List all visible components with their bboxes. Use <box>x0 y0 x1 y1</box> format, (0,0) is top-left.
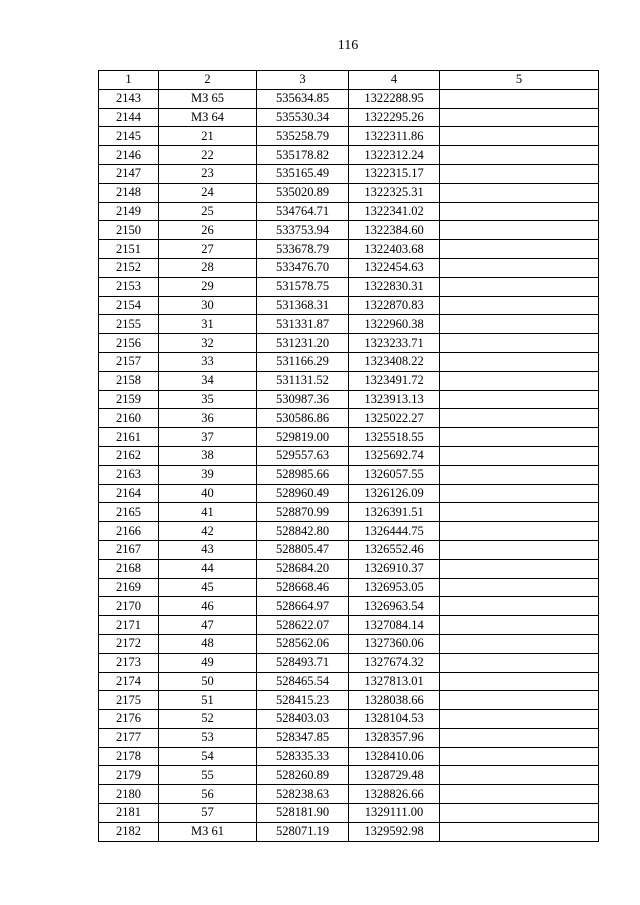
table-row <box>99 653 599 672</box>
table-row <box>99 804 599 823</box>
table-cell: 528668.46 <box>257 578 349 597</box>
table-cell <box>440 766 599 785</box>
table-cell: 32 <box>159 334 257 353</box>
table-cell: 2152 <box>99 258 159 277</box>
table-row <box>99 371 599 390</box>
table-cell: 2179 <box>99 766 159 785</box>
table-cell: 1326953.05 <box>349 578 440 597</box>
table-cell <box>440 315 599 334</box>
table-cell: 2181 <box>99 804 159 823</box>
table-row <box>99 277 599 296</box>
table-cell: 1327084.14 <box>349 616 440 635</box>
table-cell: 2160 <box>99 409 159 428</box>
table-cell: 22 <box>159 146 257 165</box>
table-cell: 47 <box>159 616 257 635</box>
table-cell: 528622.07 <box>257 616 349 635</box>
table-cell: 39 <box>159 465 257 484</box>
table-cell: 1326963.54 <box>349 597 440 616</box>
table-cell <box>440 390 599 409</box>
table-cell: 531131.52 <box>257 371 349 390</box>
column-header: 4 <box>349 71 440 90</box>
table-row <box>99 616 599 635</box>
table-cell: 46 <box>159 597 257 616</box>
column-header: 1 <box>99 71 159 90</box>
table-cell: 1329111.00 <box>349 804 440 823</box>
table-cell: 2175 <box>99 691 159 710</box>
table-cell: 1322384.60 <box>349 221 440 240</box>
table-cell: 1323408.22 <box>349 352 440 371</box>
table-cell: 533678.79 <box>257 240 349 259</box>
table-cell: 1322295.26 <box>349 108 440 127</box>
table-cell <box>440 465 599 484</box>
table-header-row <box>99 71 599 90</box>
table-cell <box>440 127 599 146</box>
table-row <box>99 822 599 841</box>
table-cell <box>440 334 599 353</box>
table-row <box>99 785 599 804</box>
table-cell: 1322341.02 <box>349 202 440 221</box>
table-cell: 1322403.68 <box>349 240 440 259</box>
table-row <box>99 747 599 766</box>
table-cell: 1325022.27 <box>349 409 440 428</box>
table-row <box>99 522 599 541</box>
table-row <box>99 503 599 522</box>
table-row <box>99 183 599 202</box>
table-row <box>99 484 599 503</box>
table-row <box>99 710 599 729</box>
table-cell: МЗ 64 <box>159 108 257 127</box>
table-cell: 2157 <box>99 352 159 371</box>
table-cell: 1326444.75 <box>349 522 440 541</box>
table-cell: 531331.87 <box>257 315 349 334</box>
table-cell: 1328729.48 <box>349 766 440 785</box>
table-cell: 56 <box>159 785 257 804</box>
table-cell <box>440 822 599 841</box>
table-cell <box>440 108 599 127</box>
table-cell: 2165 <box>99 503 159 522</box>
table-cell: 2154 <box>99 296 159 315</box>
table-cell: 535258.79 <box>257 127 349 146</box>
table-cell <box>440 804 599 823</box>
table-cell: 51 <box>159 691 257 710</box>
table-cell: 2168 <box>99 559 159 578</box>
table-cell: 2146 <box>99 146 159 165</box>
table-cell: 38 <box>159 446 257 465</box>
table-cell: 52 <box>159 710 257 729</box>
table-cell: 2150 <box>99 221 159 240</box>
table-cell: 28 <box>159 258 257 277</box>
table-cell: 2178 <box>99 747 159 766</box>
table-cell: 1323491.72 <box>349 371 440 390</box>
table-cell <box>440 202 599 221</box>
table-cell: 528985.66 <box>257 465 349 484</box>
table-cell <box>440 371 599 390</box>
table-cell <box>440 691 599 710</box>
table-cell: 528071.19 <box>257 822 349 841</box>
table-row <box>99 634 599 653</box>
table-cell: 2172 <box>99 634 159 653</box>
table-cell: 1322960.38 <box>349 315 440 334</box>
table-cell <box>440 446 599 465</box>
table-cell: 57 <box>159 804 257 823</box>
table-cell: 1328038.66 <box>349 691 440 710</box>
table-cell: 36 <box>159 409 257 428</box>
table-cell: 2171 <box>99 616 159 635</box>
table-cell: 50 <box>159 672 257 691</box>
table-cell: 531166.29 <box>257 352 349 371</box>
table-cell <box>440 522 599 541</box>
table-cell: 535634.85 <box>257 89 349 108</box>
table-cell: 1323913.13 <box>349 390 440 409</box>
column-header: 5 <box>440 71 599 90</box>
table-cell: 2176 <box>99 710 159 729</box>
table-cell: 2174 <box>99 672 159 691</box>
table-cell: 44 <box>159 559 257 578</box>
table-cell: 529819.00 <box>257 428 349 447</box>
table-cell: 528403.03 <box>257 710 349 729</box>
table-cell <box>440 352 599 371</box>
table-cell <box>440 785 599 804</box>
table-cell: 45 <box>159 578 257 597</box>
table-cell: 37 <box>159 428 257 447</box>
table-cell: 1322325.31 <box>349 183 440 202</box>
table-cell <box>440 597 599 616</box>
table-cell: 1322311.86 <box>349 127 440 146</box>
table-cell: 1326910.37 <box>349 559 440 578</box>
table-row <box>99 296 599 315</box>
table-cell <box>440 710 599 729</box>
table-cell: 1325518.55 <box>349 428 440 447</box>
table-row <box>99 164 599 183</box>
table-cell: 528684.20 <box>257 559 349 578</box>
table-cell: 1328357.96 <box>349 728 440 747</box>
column-header: 3 <box>257 71 349 90</box>
table-row <box>99 146 599 165</box>
table-row <box>99 334 599 353</box>
table-cell: 2161 <box>99 428 159 447</box>
table-cell: 29 <box>159 277 257 296</box>
table-row <box>99 465 599 484</box>
table-cell: 1326126.09 <box>349 484 440 503</box>
table-row <box>99 258 599 277</box>
table-cell: 528465.54 <box>257 672 349 691</box>
table-cell <box>440 484 599 503</box>
table-row <box>99 108 599 127</box>
table-row <box>99 127 599 146</box>
table-row <box>99 672 599 691</box>
table-cell: 54 <box>159 747 257 766</box>
table-cell: 2158 <box>99 371 159 390</box>
table-cell: 1323233.71 <box>349 334 440 353</box>
table-cell: 533753.94 <box>257 221 349 240</box>
table-cell: 34 <box>159 371 257 390</box>
table-cell: 528664.97 <box>257 597 349 616</box>
table-row <box>99 766 599 785</box>
table-cell: 2182 <box>99 822 159 841</box>
table-cell: 1326552.46 <box>349 540 440 559</box>
table-row <box>99 597 599 616</box>
table-cell: 2162 <box>99 446 159 465</box>
table-cell: 2155 <box>99 315 159 334</box>
table-row <box>99 578 599 597</box>
table-cell: 2159 <box>99 390 159 409</box>
table-cell: 26 <box>159 221 257 240</box>
table-cell: 2149 <box>99 202 159 221</box>
table-cell <box>440 240 599 259</box>
table-cell: 2166 <box>99 522 159 541</box>
table-cell <box>440 164 599 183</box>
table-cell: 35 <box>159 390 257 409</box>
table-cell: 25 <box>159 202 257 221</box>
table-cell: 40 <box>159 484 257 503</box>
table-cell: 529557.63 <box>257 446 349 465</box>
table-cell: 528493.71 <box>257 653 349 672</box>
table-cell <box>440 634 599 653</box>
table-cell: 1327674.32 <box>349 653 440 672</box>
table-cell: 2170 <box>99 597 159 616</box>
table-cell <box>440 183 599 202</box>
table-cell: 535020.89 <box>257 183 349 202</box>
table-cell: 2167 <box>99 540 159 559</box>
table-cell: 1322312.24 <box>349 146 440 165</box>
table-cell: 53 <box>159 728 257 747</box>
table-cell <box>440 258 599 277</box>
table-cell: 1328104.53 <box>349 710 440 729</box>
table-cell: 535530.34 <box>257 108 349 127</box>
table-cell: 530987.36 <box>257 390 349 409</box>
table-cell <box>440 296 599 315</box>
table-row <box>99 691 599 710</box>
table-cell <box>440 503 599 522</box>
table-cell <box>440 616 599 635</box>
table-cell: 1326391.51 <box>349 503 440 522</box>
table-cell: 2147 <box>99 164 159 183</box>
table-cell <box>440 672 599 691</box>
table-cell: 528870.99 <box>257 503 349 522</box>
table-cell <box>440 559 599 578</box>
table-cell: 42 <box>159 522 257 541</box>
table-cell: 1322830.31 <box>349 277 440 296</box>
table-cell: 1328826.66 <box>349 785 440 804</box>
table-row <box>99 728 599 747</box>
table-row <box>99 428 599 447</box>
table-cell: 535178.82 <box>257 146 349 165</box>
table-cell: 533476.70 <box>257 258 349 277</box>
table-cell: 55 <box>159 766 257 785</box>
table-cell <box>440 146 599 165</box>
table-cell: 2153 <box>99 277 159 296</box>
table-cell: 531368.31 <box>257 296 349 315</box>
page-number: 116 <box>337 38 359 53</box>
table-cell: 2144 <box>99 108 159 127</box>
table-cell: 528260.89 <box>257 766 349 785</box>
table-cell: 1327360.06 <box>349 634 440 653</box>
table-cell: 27 <box>159 240 257 259</box>
table-cell: 49 <box>159 653 257 672</box>
table-cell: 534764.71 <box>257 202 349 221</box>
table-row <box>99 315 599 334</box>
table-cell: 528181.90 <box>257 804 349 823</box>
table-row <box>99 446 599 465</box>
table-cell: 2151 <box>99 240 159 259</box>
table-row <box>99 352 599 371</box>
table-cell: 1329592.98 <box>349 822 440 841</box>
table-cell: 48 <box>159 634 257 653</box>
table-body <box>99 89 599 841</box>
table-cell <box>440 277 599 296</box>
table-cell: 528960.49 <box>257 484 349 503</box>
table-cell: 2164 <box>99 484 159 503</box>
table-cell: 528347.85 <box>257 728 349 747</box>
table-cell: МЗ 65 <box>159 89 257 108</box>
table-cell: 41 <box>159 503 257 522</box>
table-cell <box>440 409 599 428</box>
table-cell: 1322315.17 <box>349 164 440 183</box>
table-cell: 531578.75 <box>257 277 349 296</box>
table-cell <box>440 221 599 240</box>
table-cell: 531231.20 <box>257 334 349 353</box>
table-cell: 528805.47 <box>257 540 349 559</box>
table-cell: 2143 <box>99 89 159 108</box>
table-cell: 528415.23 <box>257 691 349 710</box>
table-cell: 1325692.74 <box>349 446 440 465</box>
table-row <box>99 540 599 559</box>
table-cell: 23 <box>159 164 257 183</box>
table-cell <box>440 728 599 747</box>
table-cell: 2173 <box>99 653 159 672</box>
table-row <box>99 240 599 259</box>
table-cell <box>440 89 599 108</box>
table-cell: 528562.06 <box>257 634 349 653</box>
table-cell: 528842.80 <box>257 522 349 541</box>
table-row <box>99 89 599 108</box>
table-cell: 2145 <box>99 127 159 146</box>
column-header: 2 <box>159 71 257 90</box>
coordinates-table <box>98 70 599 842</box>
table-row <box>99 559 599 578</box>
table-cell <box>440 653 599 672</box>
table-cell: 530586.86 <box>257 409 349 428</box>
table-row <box>99 390 599 409</box>
table-cell: 2163 <box>99 465 159 484</box>
table-cell <box>440 428 599 447</box>
table-cell: 535165.49 <box>257 164 349 183</box>
table-cell: 21 <box>159 127 257 146</box>
table-cell: 1326057.55 <box>349 465 440 484</box>
table-cell: МЗ 61 <box>159 822 257 841</box>
table-cell: 528238.63 <box>257 785 349 804</box>
table-cell: 43 <box>159 540 257 559</box>
table-cell: 1327813.01 <box>349 672 440 691</box>
table-cell: 31 <box>159 315 257 334</box>
table-cell: 2177 <box>99 728 159 747</box>
table-cell: 24 <box>159 183 257 202</box>
table-row <box>99 221 599 240</box>
table-cell <box>440 578 599 597</box>
table-cell: 1322288.95 <box>349 89 440 108</box>
table-cell: 528335.33 <box>257 747 349 766</box>
table-cell: 2148 <box>99 183 159 202</box>
table-cell: 1322870.83 <box>349 296 440 315</box>
table-cell: 2169 <box>99 578 159 597</box>
table-cell: 1322454.63 <box>349 258 440 277</box>
table-row <box>99 202 599 221</box>
table-cell: 33 <box>159 352 257 371</box>
table-row <box>99 409 599 428</box>
table-cell: 1328410.06 <box>349 747 440 766</box>
table-cell: 2156 <box>99 334 159 353</box>
table-cell: 30 <box>159 296 257 315</box>
table-cell <box>440 540 599 559</box>
table-cell: 2180 <box>99 785 159 804</box>
table-cell <box>440 747 599 766</box>
